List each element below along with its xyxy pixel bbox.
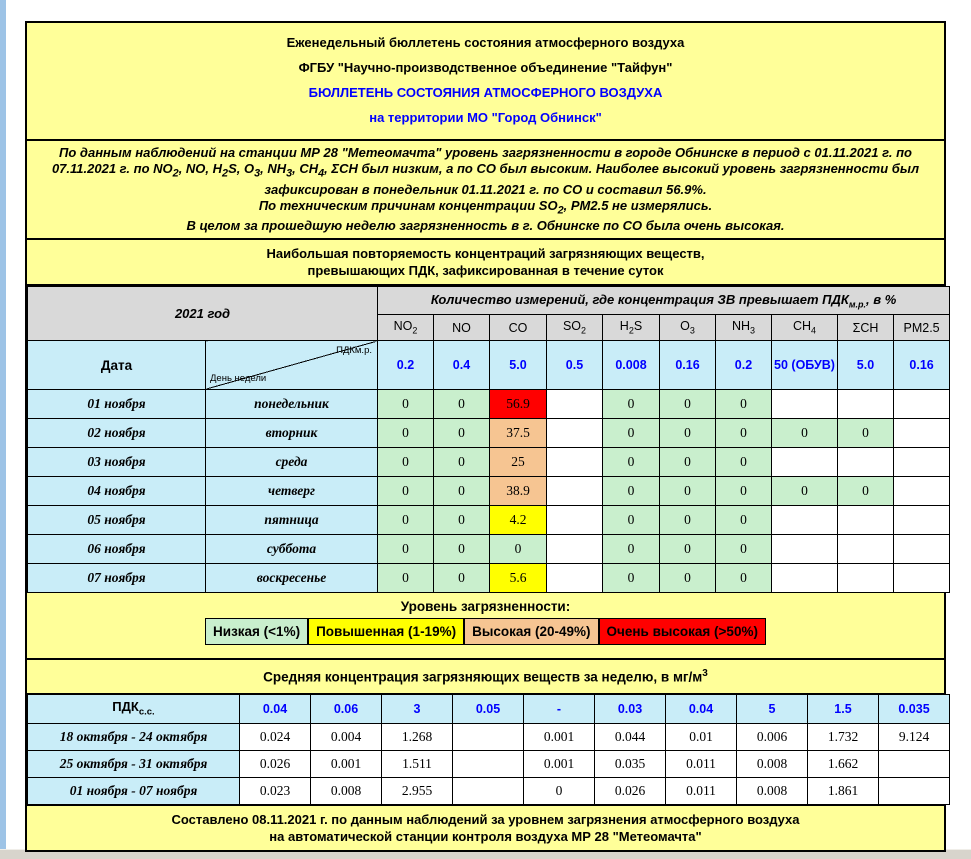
- weekday-cell: четверг: [206, 477, 378, 506]
- weekday-cell: среда: [206, 448, 378, 477]
- value-cell-r4-c8: 0: [772, 477, 838, 506]
- value-cell-r2-c8: 0: [772, 419, 838, 448]
- value-cell-r7-c7: 0: [716, 564, 772, 593]
- main-header-row-1: [28, 287, 950, 315]
- pdk-mr-value-10: 0.16: [894, 341, 950, 390]
- avg-data-row-3: [28, 777, 950, 804]
- main-data-row-4: [28, 477, 950, 506]
- avg-value-cell-r3-c4: [453, 777, 524, 804]
- main-data-row-1: [28, 390, 950, 419]
- value-cell-r5-c2: 0: [434, 506, 490, 535]
- legend-item-4: Очень высокая (>50%): [599, 618, 766, 645]
- value-cell-r5-c9: [838, 506, 894, 535]
- main-data-row-5: [28, 506, 950, 535]
- pdk-mr-value-1: 0.2: [378, 341, 434, 390]
- main-data-row-7: [28, 564, 950, 593]
- date-cell: 03 ноября: [28, 448, 206, 477]
- value-cell-r7-c9: [838, 564, 894, 593]
- pdk-ss-value-7: 0.04: [666, 694, 737, 723]
- value-cell-r1-c3: 56.9: [490, 390, 547, 419]
- summary-text-1: По данным наблюдений на станции МР 28 "Метеомачта" уровень загрязненности в городе Обнинске в период с 01.11.2021 г. по 07.11.2021 г. по $NO_2$, NO, $H_2S$, $O_3$, $NH_3$, $CH_4$, ΣCH был низким, а по СО был высоким. Наиболее высокий уровень загрязненности был зафиксирован в понедельник 01.11.2021 г. по СО и составил 56.9%.: [51, 145, 920, 197]
- pdk-mr-value-4: 0.5: [547, 341, 603, 390]
- summary-text-3: В целом за прошедшую неделю загрязненность в г. Обнинске по СО была очень высокая.: [186, 218, 785, 234]
- legend-item-3: Высокая (20-49%): [464, 618, 598, 645]
- pdk-ss-label: $ПДК_{с.с.}$: [28, 694, 240, 723]
- period-cell: 25 октября - 31 октября: [28, 750, 240, 777]
- summary-text-2: По техническим причинам концентрации $SO_2$, PM2.5 не измерялись.: [258, 197, 713, 217]
- weekday-cell: пятница: [206, 506, 378, 535]
- main-data-row-3: [28, 448, 950, 477]
- pdk-mr-value-9: 5.0: [838, 341, 894, 390]
- value-cell-r3-c9: [838, 448, 894, 477]
- avg-value-cell-r3-c7: 0.011: [666, 777, 737, 804]
- avg-value-cell-r1-c3: 1.268: [382, 723, 453, 750]
- value-cell-r2-c3: 37.5: [490, 419, 547, 448]
- pollutant-header-7: $NH_3$: [716, 315, 772, 341]
- avg-value-cell-r1-c1: 0.024: [240, 723, 311, 750]
- legend-item-2: Повышенная (1-19%): [308, 618, 464, 645]
- value-cell-r6-c7: 0: [716, 535, 772, 564]
- section-title-line2: превышающих ПДК, зафиксированная в течение суток: [307, 263, 664, 279]
- value-cell-r7-c1: 0: [378, 564, 434, 593]
- pdk-mr-value-6: 0.16: [660, 341, 716, 390]
- value-cell-r1-c6: 0: [660, 390, 716, 419]
- value-cell-r1-c1: 0: [378, 390, 434, 419]
- avg-value-cell-r3-c10: [879, 777, 950, 804]
- avg-value-cell-r3-c9: 1.861: [808, 777, 879, 804]
- avg-value-cell-r2-c3: 1.511: [382, 750, 453, 777]
- value-cell-r3-c1: 0: [378, 448, 434, 477]
- weekday-cell: вторник: [206, 419, 378, 448]
- pdk-ss-value-6: 0.03: [595, 694, 666, 723]
- value-cell-r3-c4: [547, 448, 603, 477]
- pollutant-header-4: $SO_2$: [547, 315, 603, 341]
- value-cell-r4-c6: 0: [660, 477, 716, 506]
- value-cell-r5-c6: 0: [660, 506, 716, 535]
- pdk-ss-value-9: 1.5: [808, 694, 879, 723]
- value-cell-r6-c10: [894, 535, 950, 564]
- title-line-3: БЮЛЛЕТЕНЬ СОСТОЯНИЯ АТМОСФЕРНОГО ВОЗДУХА: [308, 85, 663, 100]
- value-cell-r7-c5: 0: [603, 564, 660, 593]
- pollution-level-legend: [27, 593, 944, 660]
- pollutant-header-6: $O_3$: [660, 315, 716, 341]
- section-title-repeatability: [27, 240, 944, 286]
- value-cell-r2-c5: 0: [603, 419, 660, 448]
- value-cell-r5-c5: 0: [603, 506, 660, 535]
- pdk-mr-value-3: 5.0: [490, 341, 547, 390]
- footer-line1: Составлено 08.11.2021 г. по данным наблюдений за уровнем загрязнения атмосферного воздуха: [171, 811, 800, 827]
- avg-value-cell-r2-c1: 0.026: [240, 750, 311, 777]
- value-cell-r2-c7: 0: [716, 419, 772, 448]
- weekday-cell: суббота: [206, 535, 378, 564]
- pdk-mr-value-7: 0.2: [716, 341, 772, 390]
- pollutant-header-1: $NO_2$: [378, 315, 434, 341]
- value-cell-r6-c9: [838, 535, 894, 564]
- main-header-row-pdk: [28, 341, 950, 390]
- value-cell-r6-c3: 0: [490, 535, 547, 564]
- diag-label-weekday: День недели: [210, 373, 267, 385]
- value-cell-r3-c8: [772, 448, 838, 477]
- footer-line2: на автоматической станции контроля воздуха МР 28 "Метеомачта": [269, 828, 702, 844]
- value-cell-r5-c7: 0: [716, 506, 772, 535]
- footer-note: [27, 805, 944, 850]
- avg-value-cell-r1-c6: 0.044: [595, 723, 666, 750]
- value-cell-r3-c6: 0: [660, 448, 716, 477]
- pollutant-header-8: $CH_4$: [772, 315, 838, 341]
- value-cell-r7-c10: [894, 564, 950, 593]
- value-cell-r1-c5: 0: [603, 390, 660, 419]
- avg-value-cell-r1-c7: 0.01: [666, 723, 737, 750]
- value-cell-r1-c8: [772, 390, 838, 419]
- avg-value-cell-r3-c5: 0: [524, 777, 595, 804]
- value-cell-r6-c6: 0: [660, 535, 716, 564]
- avg-value-cell-r3-c3: 2.955: [382, 777, 453, 804]
- value-cell-r1-c4: [547, 390, 603, 419]
- date-cell: 02 ноября: [28, 419, 206, 448]
- title-line-1: Еженедельный бюллетень состояния атмосферного воздуха: [286, 35, 685, 50]
- pdk-ss-value-8: 5: [737, 694, 808, 723]
- avg-value-cell-r2-c2: 0.001: [311, 750, 382, 777]
- value-cell-r3-c2: 0: [434, 448, 490, 477]
- weekday-cell: воскресенье: [206, 564, 378, 593]
- value-cell-r3-c5: 0: [603, 448, 660, 477]
- date-cell: 06 ноября: [28, 535, 206, 564]
- date-cell: 04 ноября: [28, 477, 206, 506]
- avg-value-cell-r1-c4: [453, 723, 524, 750]
- avg-data-row-1: [28, 723, 950, 750]
- avg-value-cell-r2-c5: 0.001: [524, 750, 595, 777]
- title-block: [27, 23, 944, 141]
- avg-value-cell-r1-c2: 0.004: [311, 723, 382, 750]
- value-cell-r6-c4: [547, 535, 603, 564]
- pollutant-header-10: PM2.5: [894, 315, 950, 341]
- legend-title: Уровень загрязненности:: [400, 599, 571, 615]
- value-cell-r2-c10: [894, 419, 950, 448]
- summary-paragraph: [27, 141, 944, 240]
- period-cell: 01 ноября - 07 ноября: [28, 777, 240, 804]
- value-cell-r7-c6: 0: [660, 564, 716, 593]
- pollutant-header-2: NO: [434, 315, 490, 341]
- average-concentration-table: [27, 694, 950, 805]
- avg-value-cell-r2-c10: [879, 750, 950, 777]
- avg-value-cell-r2-c6: 0.035: [595, 750, 666, 777]
- value-cell-r5-c4: [547, 506, 603, 535]
- value-cell-r7-c3: 5.6: [490, 564, 547, 593]
- value-cell-r7-c2: 0: [434, 564, 490, 593]
- avg-value-cell-r3-c2: 0.008: [311, 777, 382, 804]
- pdk-mr-value-8: 50 (ОБУВ): [772, 341, 838, 390]
- pdk-ss-value-3: 3: [382, 694, 453, 723]
- value-cell-r4-c7: 0: [716, 477, 772, 506]
- period-cell: 18 октября - 24 октября: [28, 723, 240, 750]
- value-cell-r5-c8: [772, 506, 838, 535]
- pollutant-header-9: ΣCH: [838, 315, 894, 341]
- avg-value-cell-r1-c8: 0.006: [737, 723, 808, 750]
- pollutant-header-3: CO: [490, 315, 547, 341]
- value-cell-r2-c1: 0: [378, 419, 434, 448]
- measurements-header-cell: Количество измерений, где концентрация ЗВ превышает $ПДК_{м.р.}$, в %: [378, 287, 950, 315]
- legend-item-1: Низкая (<1%): [205, 618, 308, 645]
- date-cell: 01 ноября: [28, 390, 206, 419]
- date-cell: 07 ноября: [28, 564, 206, 593]
- pollutant-header-5: $H_2S$: [603, 315, 660, 341]
- pdk-ss-value-10: 0.035: [879, 694, 950, 723]
- value-cell-r4-c2: 0: [434, 477, 490, 506]
- value-cell-r2-c2: 0: [434, 419, 490, 448]
- value-cell-r3-c10: [894, 448, 950, 477]
- value-cell-r2-c6: 0: [660, 419, 716, 448]
- pdk-ss-value-2: 0.06: [311, 694, 382, 723]
- avg-value-cell-r2-c9: 1.662: [808, 750, 879, 777]
- value-cell-r3-c3: 25: [490, 448, 547, 477]
- weekday-cell: понедельник: [206, 390, 378, 419]
- value-cell-r1-c2: 0: [434, 390, 490, 419]
- diag-label-pdk-mr: ПДКм.р.: [336, 345, 372, 357]
- pdk-ss-value-1: 0.04: [240, 694, 311, 723]
- pdk-mr-value-2: 0.4: [434, 341, 490, 390]
- date-column-header: Дата: [28, 341, 206, 390]
- bulletin-document: [25, 21, 946, 852]
- avg-data-row-2: [28, 750, 950, 777]
- pdk-ss-value-5: -: [524, 694, 595, 723]
- pdk-ss-value-4: 0.05: [453, 694, 524, 723]
- value-cell-r4-c1: 0: [378, 477, 434, 506]
- avg-value-cell-r2-c8: 0.008: [737, 750, 808, 777]
- diagonal-split-cell: [206, 341, 378, 390]
- avg-value-cell-r1-c10: 9.124: [879, 723, 950, 750]
- value-cell-r4-c9: 0: [838, 477, 894, 506]
- value-cell-r5-c1: 0: [378, 506, 434, 535]
- title-line-4: на территории МО "Город Обнинск": [369, 110, 602, 125]
- value-cell-r6-c5: 0: [603, 535, 660, 564]
- avg-value-cell-r2-c7: 0.011: [666, 750, 737, 777]
- avg-value-cell-r1-c9: 1.732: [808, 723, 879, 750]
- avg-value-cell-r1-c5: 0.001: [524, 723, 595, 750]
- date-cell: 05 ноября: [28, 506, 206, 535]
- value-cell-r5-c3: 4.2: [490, 506, 547, 535]
- avg-value-cell-r2-c4: [453, 750, 524, 777]
- value-cell-r7-c8: [772, 564, 838, 593]
- avg-header-row: [28, 694, 950, 723]
- value-cell-r4-c10: [894, 477, 950, 506]
- value-cell-r4-c3: 38.9: [490, 477, 547, 506]
- value-cell-r1-c9: [838, 390, 894, 419]
- title-line-2: ФГБУ "Научно-производственное объединение "Тайфун": [298, 60, 673, 75]
- avg-value-cell-r3-c1: 0.023: [240, 777, 311, 804]
- legend-items: [27, 618, 944, 645]
- pdk-mr-value-5: 0.008: [603, 341, 660, 390]
- value-cell-r1-c10: [894, 390, 950, 419]
- window-left-edge: [0, 0, 6, 849]
- value-cell-r2-c9: 0: [838, 419, 894, 448]
- value-cell-r7-c4: [547, 564, 603, 593]
- section-title-average: Средняя концентрация загрязняющих веществ за неделю, в $мг/м^3$: [27, 660, 944, 694]
- main-data-row-2: [28, 419, 950, 448]
- value-cell-r5-c10: [894, 506, 950, 535]
- value-cell-r2-c4: [547, 419, 603, 448]
- value-cell-r4-c4: [547, 477, 603, 506]
- value-cell-r6-c2: 0: [434, 535, 490, 564]
- section-title-line1: Наибольшая повторяемость концентраций загрязняющих веществ,: [266, 246, 705, 262]
- avg-value-cell-r3-c6: 0.026: [595, 777, 666, 804]
- value-cell-r4-c5: 0: [603, 477, 660, 506]
- year-cell: 2021 год: [28, 287, 378, 341]
- value-cell-r6-c1: 0: [378, 535, 434, 564]
- value-cell-r1-c7: 0: [716, 390, 772, 419]
- value-cell-r3-c7: 0: [716, 448, 772, 477]
- main-data-row-6: [28, 535, 950, 564]
- exceedance-table: [27, 286, 950, 593]
- avg-value-cell-r3-c8: 0.008: [737, 777, 808, 804]
- value-cell-r6-c8: [772, 535, 838, 564]
